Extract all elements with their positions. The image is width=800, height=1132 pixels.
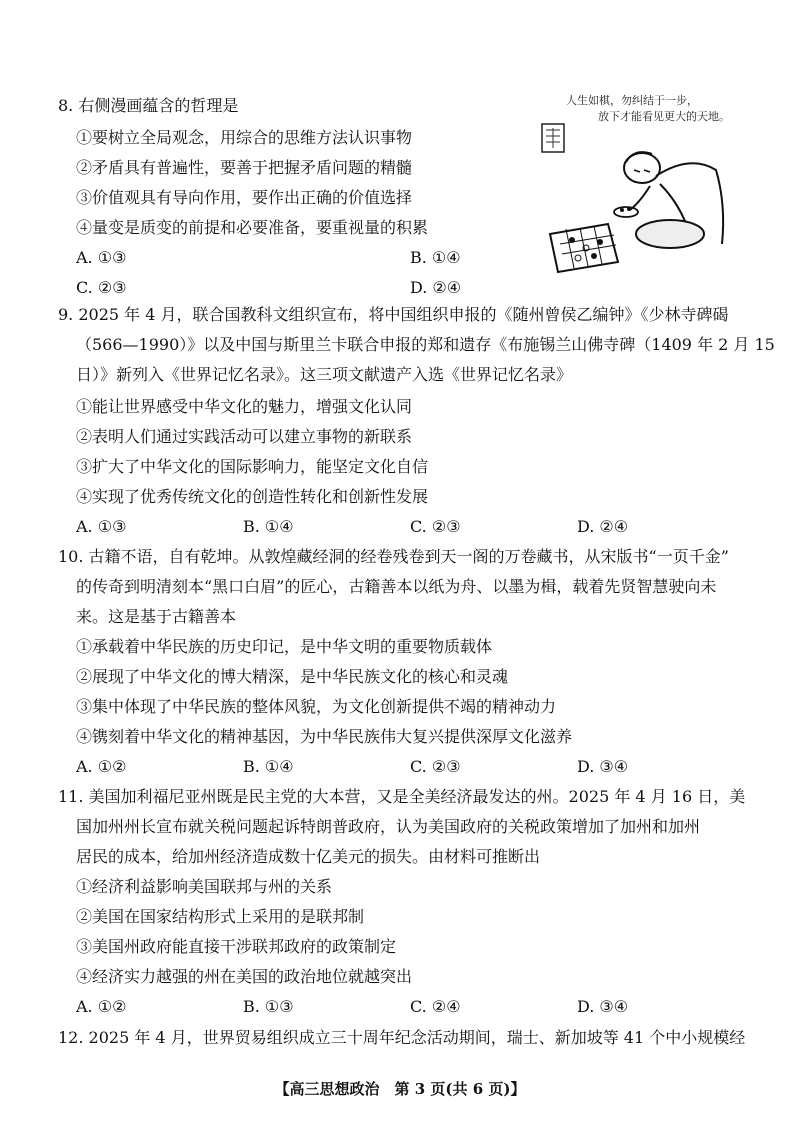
page-footer: 【高三思想政治 第 3 页(共 6 页)】	[274, 1080, 526, 1098]
q8-item-1: ①要树立全局观念，用综合的思维方法认识事物	[76, 128, 413, 147]
q10-item-2: ②展现了中华文化的博大精深，是中华民族文化的核心和灵魂	[76, 667, 509, 686]
q9-option-a: A. ①③	[76, 517, 127, 536]
q11-item-3: ③美国州政府能直接干涉联邦政府的政策制定	[76, 937, 397, 956]
q10-stem-line-1: 10. 古籍不语，自有乾坤。从敦煌藏经洞的经卷残卷到天一阁的万卷藏书，从宋版书“一页千金”	[58, 547, 729, 566]
cartoon-chess-player-illustration	[530, 84, 750, 284]
q11-item-2: ②美国在国家结构形式上采用的是联邦制	[76, 907, 365, 926]
q11-item-4: ④经济实力越强的州在美国的政治地位就越突出	[76, 967, 413, 986]
q11-option-c: C. ②④	[410, 997, 461, 1016]
q9-item-1: ①能让世界感受中华文化的魅力，增强文化认同	[76, 397, 413, 416]
q10-option-a: A. ①②	[76, 757, 127, 776]
q10-item-1: ①承载着中华民族的历史印记，是中华文明的重要物质载体	[76, 637, 493, 656]
q10-option-b: B. ①④	[243, 757, 294, 776]
q9-option-c: C. ②③	[410, 517, 461, 536]
q11-option-b: B. ①③	[243, 997, 294, 1016]
q8-item-4: ④量变是质变的前提和必要准备，要重视量的积累	[76, 218, 429, 237]
q8-item-3: ③价值观具有导向作用，要作出正确的价值选择	[76, 188, 413, 207]
q11-stem-line-2: 国加州州长宣布就关税问题起诉特朗普政府，认为美国政府的关税政策增加了加州和加州	[76, 817, 701, 836]
q11-option-d: D. ③④	[577, 997, 629, 1016]
q10-item-4: ④镌刻着中华文化的精神基因，为中华民族伟大复兴提供深厚文化滋养	[76, 727, 573, 746]
q8-stem: 8. 右侧漫画蕴含的哲理是	[58, 96, 239, 115]
bowl-of-pieces	[614, 207, 638, 217]
q9-stem-line-1: 9. 2025 年 4 月，联合国教科文组织宣布，将中国组织申报的《随州曾侯乙编钟》《少林寺碑碣	[58, 305, 729, 324]
q12-stem-line-1: 12. 2025 年 4 月，世界贸易组织成立三十周年纪念活动期间，瑞士、新加坡等 41 个中小规模经	[58, 1028, 746, 1047]
cartoon-caption-line-1: 人生如棋，勿纠结于一步，	[566, 94, 698, 107]
q8-item-2: ②矛盾具有普遍性，要善于把握矛盾问题的精髓	[76, 158, 413, 177]
q8-option-a: A. ①③	[76, 248, 127, 267]
q11-option-a: A. ①②	[76, 997, 127, 1016]
q9-stem-line-2: （566—1990）》以及中国与斯里兰卡联合申报的郑和遗存《布施锡兰山佛寺碑（1409 年 2 月 15	[76, 335, 775, 354]
q9-option-b: B. ①④	[243, 517, 294, 536]
q9-stem-line-3: 日）》新列入《世界记忆名录》。这三项文献遗产入选《世界记忆名录》	[76, 365, 573, 384]
go-board	[550, 224, 618, 272]
q10-option-d: D. ③④	[577, 757, 629, 776]
q11-item-1: ①经济利益影响美国联邦与州的关系	[76, 877, 333, 896]
q8-option-b: B. ①④	[410, 248, 461, 267]
q11-stem-line-1: 11. 美国加利福尼亚州既是民主党的大本营，又是全美经济最发达的州。2025 年 4 月 16 日，美	[58, 787, 746, 806]
q9-item-2: ②表明人们通过实践活动可以建立事物的新联系	[76, 427, 413, 446]
q10-item-3: ③集中体现了中华民族的整体风貌，为文化创新提供不竭的精神动力	[76, 697, 557, 716]
q10-stem-line-2: 的传奇到明清刻本“黑口白眉”的匠心，古籍善本以纸为舟、以墨为楫，载着先贤智慧驶向未	[76, 577, 717, 596]
q9-option-d: D. ②④	[577, 517, 629, 536]
q9-item-3: ③扩大了中华文化的国际影响力，能坚定文化自信	[76, 457, 429, 476]
cartoon-caption-line-2: 放下才能看见更大的天地。	[598, 110, 730, 123]
q8-option-d: D. ②④	[410, 278, 462, 297]
q8-option-c: C. ②③	[76, 278, 127, 297]
q9-item-4: ④实现了优秀传统文化的创造性转化和创新性发展	[76, 487, 429, 506]
q11-stem-line-3: 居民的成本，给加州经济造成数十亿美元的损失。由材料可推断出	[76, 847, 541, 866]
q10-option-c: C. ②③	[410, 757, 461, 776]
large-bowl	[636, 220, 704, 248]
q10-stem-line-3: 来。这是基于古籍善本	[76, 607, 237, 626]
